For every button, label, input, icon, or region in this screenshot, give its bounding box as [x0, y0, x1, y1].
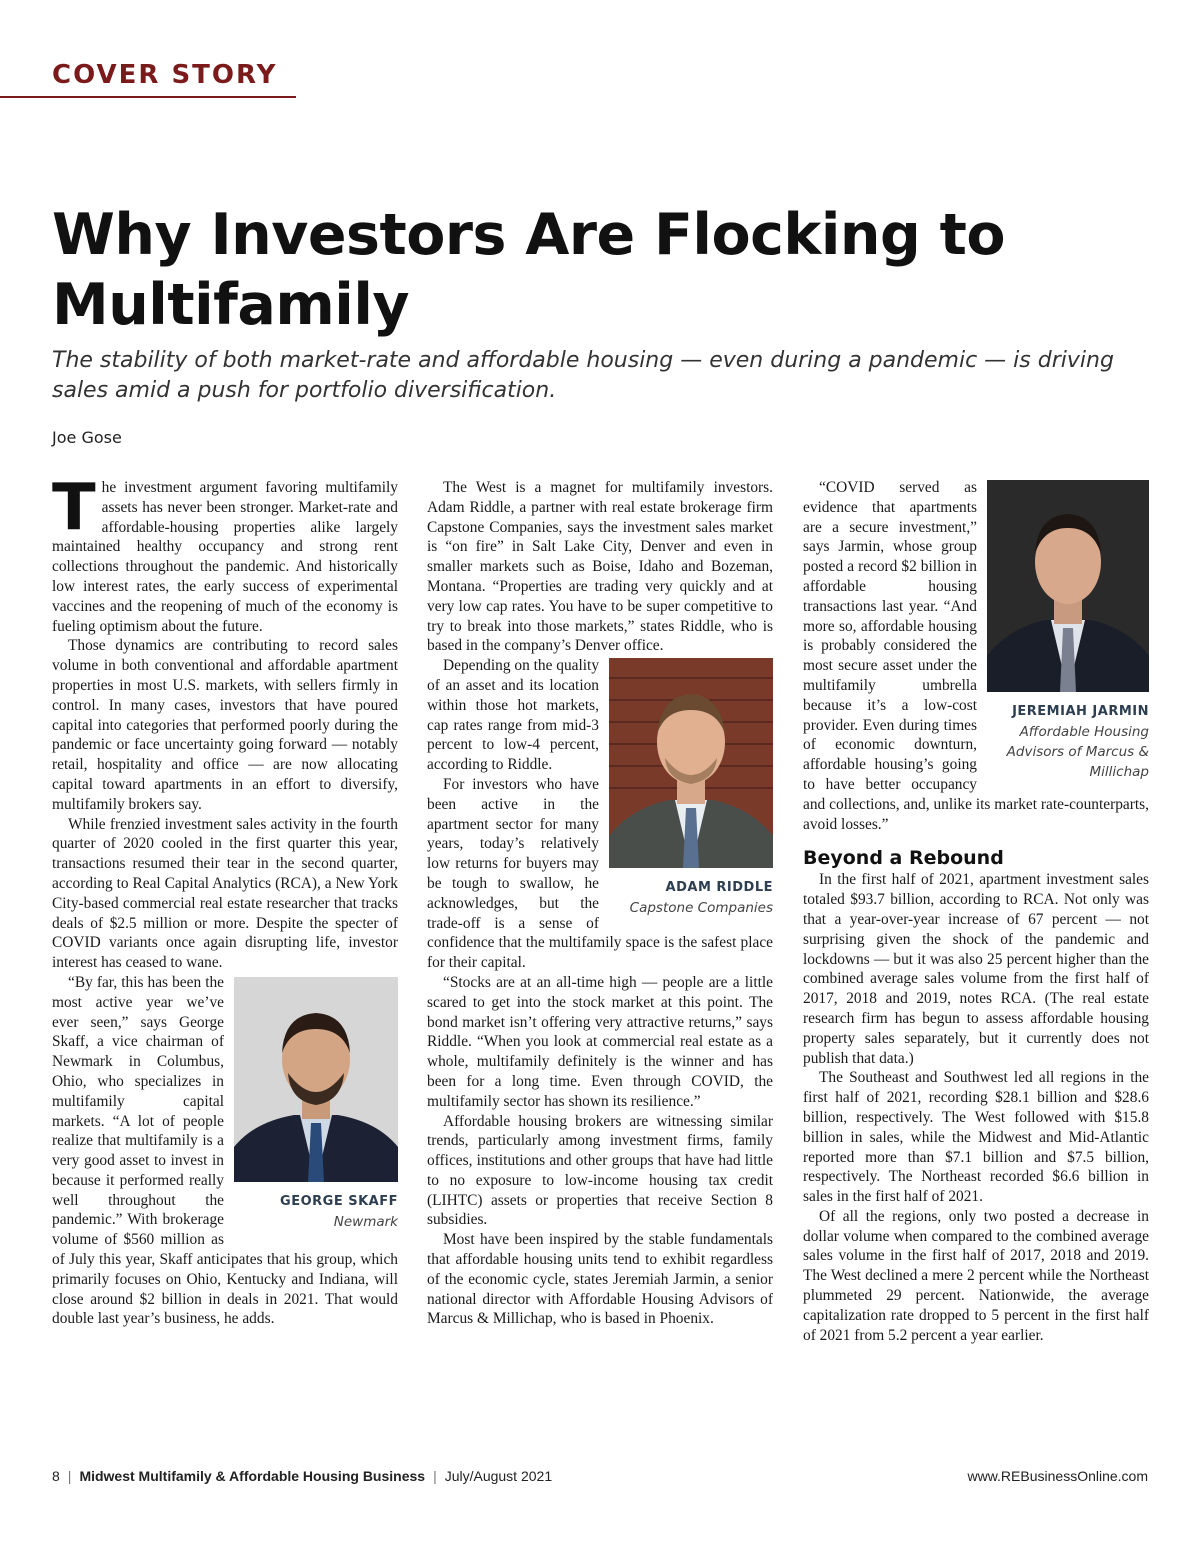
section-subhead: Beyond a Rebound	[803, 847, 1004, 870]
portrait-image-riddle	[609, 658, 773, 868]
article-headline: Why Investors Are Flocking to Multifamily	[52, 202, 1005, 338]
article-dek: The stability of both market-rate and affordable housing — even during a pandemic — is driving sales amid a push for portfolio diversification.	[52, 348, 1114, 403]
article-paragraph: Affordable housing brokers are witnessing similar trends, particularly among investment firms, family offices, institutions and other groups that have had little to no exposure to low-income housing tax credit (LIHTC) assets or properties that receive Section 8 subsidies.	[427, 1112, 773, 1229]
photo-jarmin	[987, 480, 1149, 782]
publication-name: Midwest Multifamily & Affordable Housing Business	[79, 1468, 426, 1484]
article-column-1	[52, 471, 398, 1329]
article-paragraph: Those dynamics are contributing to record sales volume in both conventional and affordable apartment properties in most U.S. markets, with sellers firmly in control. In many cases, investors that have poured capital into categories that performed poorly during the pandemic or face uncertainty going forward — notably retail, hospitality and office — are now allocating capital toward apartments in an effort to diversify, multifamily brokers say.	[52, 637, 398, 813]
footer-separator: |	[433, 1468, 437, 1484]
caption-name: ADAM RIDDLE	[665, 880, 773, 896]
article-paragraph: The West is a magnet for multifamily investors. Adam Riddle, a partner with real estate brokerage firm Capstone Companies, says the investment sales market is “on fire” in Salt Lake City, Denver and even in smaller markets such as Boise, Idaho and Bozeman, Montana. “Properties are trading very quickly and at very low cap rates. You have to be super competitive to try to break into those markets,” states Riddle, who is based in the company’s Denver office.	[427, 479, 773, 655]
section-rule	[0, 96, 296, 98]
caption-affiliation: Affordable Housing Advisors of Marcus & Millichap	[1006, 723, 1149, 780]
footer-separator: |	[67, 1468, 72, 1484]
article-paragraph: “By far, this has been the most active year we’ve ever seen,” says George Skaff, a vice chairman of Newmark in Columbus, Ohio, who specializes in multifamily capital markets. “A lot of people realize that multifamily is a very good asset to invest in because it performed really well throughout the pandemic.” With brokerage volume of $560 million as of July this year, Skaff anticipates that his group, which primarily focuses on Ohio, Kentucky and Indiana, will close around $2 billion in deals in 2021. That would double last year’s business, he adds.	[52, 973, 398, 1328]
article-paragraph: For investors who have been active in the apartment sector for many years, today’s relatively low returns for buyers may be tough to swallow, he acknowledges, but the trade-off is a sense of confidence that the multifamily space is the safest place for their capital.	[427, 775, 773, 972]
website-link[interactable]: www.REBusinessOnline.com	[967, 1468, 1148, 1484]
photo-riddle	[609, 658, 773, 918]
caption-affiliation: Newmark	[333, 1213, 398, 1230]
caption-name: GEORGE SKAFF	[280, 1193, 398, 1209]
portrait-image-skaff	[234, 977, 398, 1182]
caption-affiliation: Capstone Companies	[629, 899, 773, 916]
article-column-2	[427, 478, 773, 1329]
page-number: 8	[52, 1468, 60, 1484]
portrait-image-jarmin	[987, 480, 1149, 692]
drop-cap: T	[52, 471, 96, 545]
issue-date: July/August 2021	[444, 1468, 553, 1484]
article-paragraph: Of all the regions, only two posted a decrease in dollar volume when compared to the combined average sales volume in the first half of 2017, 2018 and 2019. The West declined a mere 2 percent while the Northeast plummeted 29 percent. Nationwide, the average capitalization rate dropped to 5 percent in the first half of 2021 from 5.2 percent a year earlier.	[803, 1207, 1149, 1344]
photo-skaff	[234, 977, 398, 1232]
article-paragraph: While frenzied investment sales activity in the fourth quarter of 2020 cooled in the first quarter this year, transactions resumed their tear in the second quarter, according to Real Capital Analytics (RCA), a New York City-based commercial real estate researcher that tracks deals of $2.5 million or more. Despite the specter of COVID variants once again disrupting life, investor interest has ceased to wane.	[52, 815, 398, 972]
article-paragraph: The Southeast and Southwest led all regions in the first half of 2021, recording $28.1 billion and $28.6 billion, respectively. The West followed with $15.8 billion in sales, while the Midwest and Mid-Atlantic reported more than $7.1 billion and $7.5 billion, respectively. The Northeast recorded $6.6 billion in sales in the first half of 2021.	[803, 1069, 1149, 1206]
article-paragraph: Most have been inspired by the stable fundamentals that affordable housing units tend to exhibit regardless of the economic cycle, states Jeremiah Jarmin, a senior national director with Affordable Housing Advisors of Marcus & Millichap, who is based in Phoenix.	[427, 1231, 773, 1328]
article-paragraph: Depending on the quality of an asset and its location within those hot markets, cap rates range from mid-3 percent to low-4 percent, according to Riddle.	[427, 657, 600, 774]
article-paragraph: The investment argument favoring multifamily assets has never been stronger. Market-rate and affordable-housing properties alike largely maintained healthy occupancy and strong rent collections throughout the pandemic. And historically low interest rates, the early success of experimental vaccines and the reopening of much of the economy is fueling optimism about the future.	[52, 471, 398, 635]
article-paragraph: In the first half of 2021, apartment investment sales totaled $93.7 billion, according to RCA. Not only was that a year-over-year increase of 67 percent — not surprising given the shock of the pandemic and lockdowns — but it was also 25 percent higher than the combined average sales volume from the first half of 2017, 2018 and 2019, notes RCA. (The real estate research firm has begun to assess affordable housing property sales separately, but it currently does not publish that data.)	[803, 871, 1149, 1067]
article-column-3	[803, 478, 1149, 1345]
caption-name: JEREMIAH JARMIN	[1012, 704, 1149, 719]
article-paragraph: “Stocks are at an all-time high — people are a little scared to get into the stock market at this point. The bond market isn’t offering very attractive returns,” says Riddle. “When you look at commercial real estate as a whole, multifamily definitely is the winner and has been for a long time. Even through COVID, the multifamily sector has shown its resilience.”	[427, 973, 773, 1110]
section-label: COVER STORY	[52, 60, 278, 90]
author-byline: Joe Gose	[52, 428, 122, 447]
article-paragraph: “COVID served as evidence that apartments are a secure investment,” says Jarmin, whose group posted a record $2 billion in affordable housing transactions last year. “And more so, affordable housing is probably considered the most secure asset under the multifamily umbrella because it’s a low-cost provider. Even during times of economic downturn, affordable housing’s going to have better occupancy and collections, and, unlike its market rate-counterparts, avoid losses.”	[803, 479, 1149, 833]
